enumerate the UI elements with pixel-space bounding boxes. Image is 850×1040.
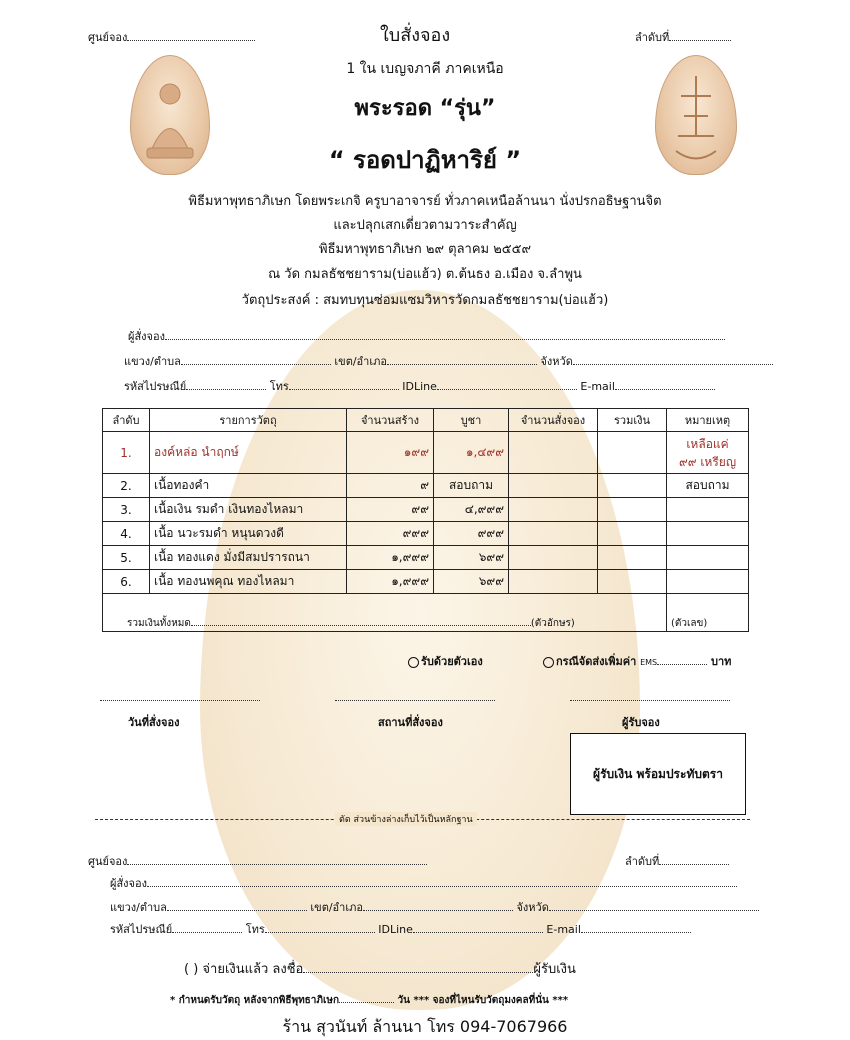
- row-note: เหลือแค่ ๙๙ เหรียญ: [667, 432, 749, 474]
- row-price: ๖๙๙: [434, 570, 509, 594]
- row-qty: ๑,๙๙๙: [347, 570, 434, 594]
- date-signature-line[interactable]: [100, 700, 260, 701]
- row-note: [667, 546, 749, 570]
- row-order-qty-cell[interactable]: [509, 474, 598, 498]
- row-total-cell[interactable]: [598, 570, 667, 594]
- row-no: 6.: [103, 570, 150, 594]
- venue: ณ วัด กมลธัชชยาราม(บ่อแฮ้ว) ต.ต้นธง อ.เมือง จ.ลำพูน: [268, 267, 582, 282]
- row-price: ๖๙๙: [434, 546, 509, 570]
- pickup-date-line[interactable]: [339, 1002, 394, 1003]
- row-price: ๑,๔๙๙: [434, 432, 509, 474]
- row-item: เนื้อเงิน รมดำ เงินทองไหลมา: [150, 498, 347, 522]
- table-row: [103, 546, 749, 570]
- col-header-qty: จำนวนสร้าง: [347, 409, 434, 432]
- receiver-signature-line[interactable]: [570, 700, 730, 701]
- row-no: 4.: [103, 522, 150, 546]
- row-no: 3.: [103, 498, 150, 522]
- receipt-contact-field: รหัสไปรษณีย์ โทร IDLine E-mail: [110, 920, 691, 938]
- total-label: รวมเงินทั้งหมด: [127, 618, 191, 629]
- row-total-cell[interactable]: [598, 498, 667, 522]
- col-header-note: หมายเหตุ: [667, 409, 749, 432]
- row-total-cell[interactable]: [598, 432, 667, 474]
- row-qty: ๑๙๙: [347, 432, 434, 474]
- row-note: [667, 570, 749, 594]
- receipt-center-input-line[interactable]: [127, 864, 427, 865]
- row-item: เนื้อ ทองนพคุณ ทองไหลมา: [150, 570, 347, 594]
- order-no-input-line[interactable]: [669, 40, 731, 41]
- row-qty: ๙๙๙: [347, 522, 434, 546]
- self-pickup-option[interactable]: รับด้วยตัวเอง: [408, 652, 483, 670]
- customer-address-field: แขวง/ตำบล เขต/อำเภอ จังหวัด: [124, 352, 773, 370]
- paid-signature-field: ( ) จ่ายเงินแล้ว ลงชื่อ ผู้รับเงิน: [184, 962, 576, 977]
- subtitle: 1 ใน เบญจภาคี ภาคเหนือ: [346, 61, 504, 77]
- row-note: [667, 498, 749, 522]
- table-row: [103, 570, 749, 594]
- place-signature-line[interactable]: [335, 700, 495, 701]
- ems-radio[interactable]: [543, 657, 554, 668]
- cut-line-note: ตัด ส่วนข้างล่างเก็บไว้เป็นหลักฐาน: [335, 812, 477, 826]
- col-header-price: บูชา: [434, 409, 509, 432]
- row-total-cell[interactable]: [598, 474, 667, 498]
- row-qty: ๙๙: [347, 498, 434, 522]
- table-row: [103, 474, 749, 498]
- receipt-address-field: แขวง/ตำบล เขต/อำเภอ จังหวัด: [110, 898, 759, 916]
- main-title: พระรอด “รุ่น”: [354, 96, 496, 121]
- pickup-note: * กำหนดรับวัตถุ หลังจากพิธีพุทธาภิเษก วัน *** จองที่ไหนรับวัตถุมงคลที่นั่น ***: [170, 995, 569, 1006]
- col-header-no: ลำดับ: [103, 409, 150, 432]
- customer-name-field: ผู้สั่งจอง: [128, 327, 725, 345]
- receiver-label: ผู้รับจอง: [622, 716, 660, 729]
- center-field: ศูนย์จอง: [88, 28, 255, 46]
- row-order-qty-cell[interactable]: [509, 498, 598, 522]
- row-price: ๙๙๙: [434, 522, 509, 546]
- col-header-order-qty: จำนวนสั่งจอง: [509, 409, 598, 432]
- row-price: สอบถาม: [434, 474, 509, 498]
- order-items-table: [102, 408, 749, 632]
- paid-signature-line[interactable]: [303, 972, 533, 973]
- row-order-qty-cell[interactable]: [509, 522, 598, 546]
- stamp-box[interactable]: [570, 733, 746, 815]
- row-no: 2.: [103, 474, 150, 498]
- row-item: องค์หล่อ นำฤกษ์: [150, 432, 347, 474]
- row-order-qty-cell[interactable]: [509, 570, 598, 594]
- row-item: เนื้อ ทองแดง มั่งมีสมปรารถนา: [150, 546, 347, 570]
- ceremony-line-1: พิธีมหาพุทธาภิเษก โดยพระเกจิ ครูบาอาจารย์ ทั่วภาคเหนือล้านนา นั่งปรกอธิษฐานจิต: [188, 194, 662, 209]
- ems-option[interactable]: กรณีจัดส่งเพิ่มค่า EMS บาท: [543, 652, 731, 670]
- order-no-field: ลำดับที่: [635, 28, 731, 46]
- center-input-line[interactable]: [127, 40, 255, 41]
- row-item: เนื้อทองคำ: [150, 474, 347, 498]
- col-header-item: รายการวัตถุ: [150, 409, 347, 432]
- model-name: “ รอดปาฏิหาริย์ ”: [328, 146, 522, 174]
- row-no: 5.: [103, 546, 150, 570]
- row-qty: ๑,๙๙๙: [347, 546, 434, 570]
- table-header-row: [103, 409, 749, 432]
- shop-contact: ร้าน สุวนันท์ ล้านนา โทร 094-7067966: [282, 1017, 568, 1036]
- order-place-label: สถานที่สั่งจอง: [378, 716, 443, 729]
- ceremony-date: พิธีมหาพุทธาภิเษก ๒๙ ตุลาคม ๒๕๕๙: [319, 242, 531, 257]
- order-date-label: วันที่สั่งจอง: [128, 716, 180, 729]
- total-number-label: (ตัวเลข): [671, 618, 708, 629]
- receipt-name-field: ผู้สั่งจอง: [110, 874, 737, 892]
- row-no: 1.: [103, 432, 150, 474]
- purpose: วัตถุประสงค์ : สมทบทุนซ่อมแซมวิหารวัดกมลธัชชยาราม(บ่อแฮ้ว): [241, 293, 609, 308]
- row-note: [667, 522, 749, 546]
- total-row: [103, 594, 749, 632]
- stamp-box-label: ผู้รับเงิน พร้อมประทับตรา: [593, 767, 723, 781]
- table-row: [103, 432, 749, 474]
- ceremony-line-2: และปลุกเสกเดี่ยวตามวาระสำคัญ: [333, 218, 517, 233]
- row-item: เนื้อ นวะรมดำ หนุนดวงดี: [150, 522, 347, 546]
- row-price: ๔,๙๙๙: [434, 498, 509, 522]
- receipt-center-field: ศูนย์จอง: [88, 852, 427, 870]
- row-note: สอบถาม: [667, 474, 749, 498]
- col-header-total: รวมเงิน: [598, 409, 667, 432]
- total-text-label: (ตัวอักษร): [530, 618, 575, 629]
- form-title: ใบสั่งจอง: [380, 25, 451, 46]
- receipt-order-no-field: ลำดับที่: [625, 852, 729, 870]
- table-row: [103, 522, 749, 546]
- row-total-cell[interactable]: [598, 546, 667, 570]
- row-order-qty-cell[interactable]: [509, 432, 598, 474]
- self-pickup-radio[interactable]: [408, 657, 419, 668]
- row-order-qty-cell[interactable]: [509, 546, 598, 570]
- total-number-cell[interactable]: [667, 594, 749, 632]
- customer-name-input-line[interactable]: [165, 339, 725, 340]
- customer-contact-field: รหัสไปรษณีย์ โทร IDLine E-mail: [124, 377, 715, 395]
- table-row: [103, 498, 749, 522]
- row-qty: ๙: [347, 474, 434, 498]
- row-total-cell[interactable]: [598, 522, 667, 546]
- total-text-cell[interactable]: [103, 594, 667, 632]
